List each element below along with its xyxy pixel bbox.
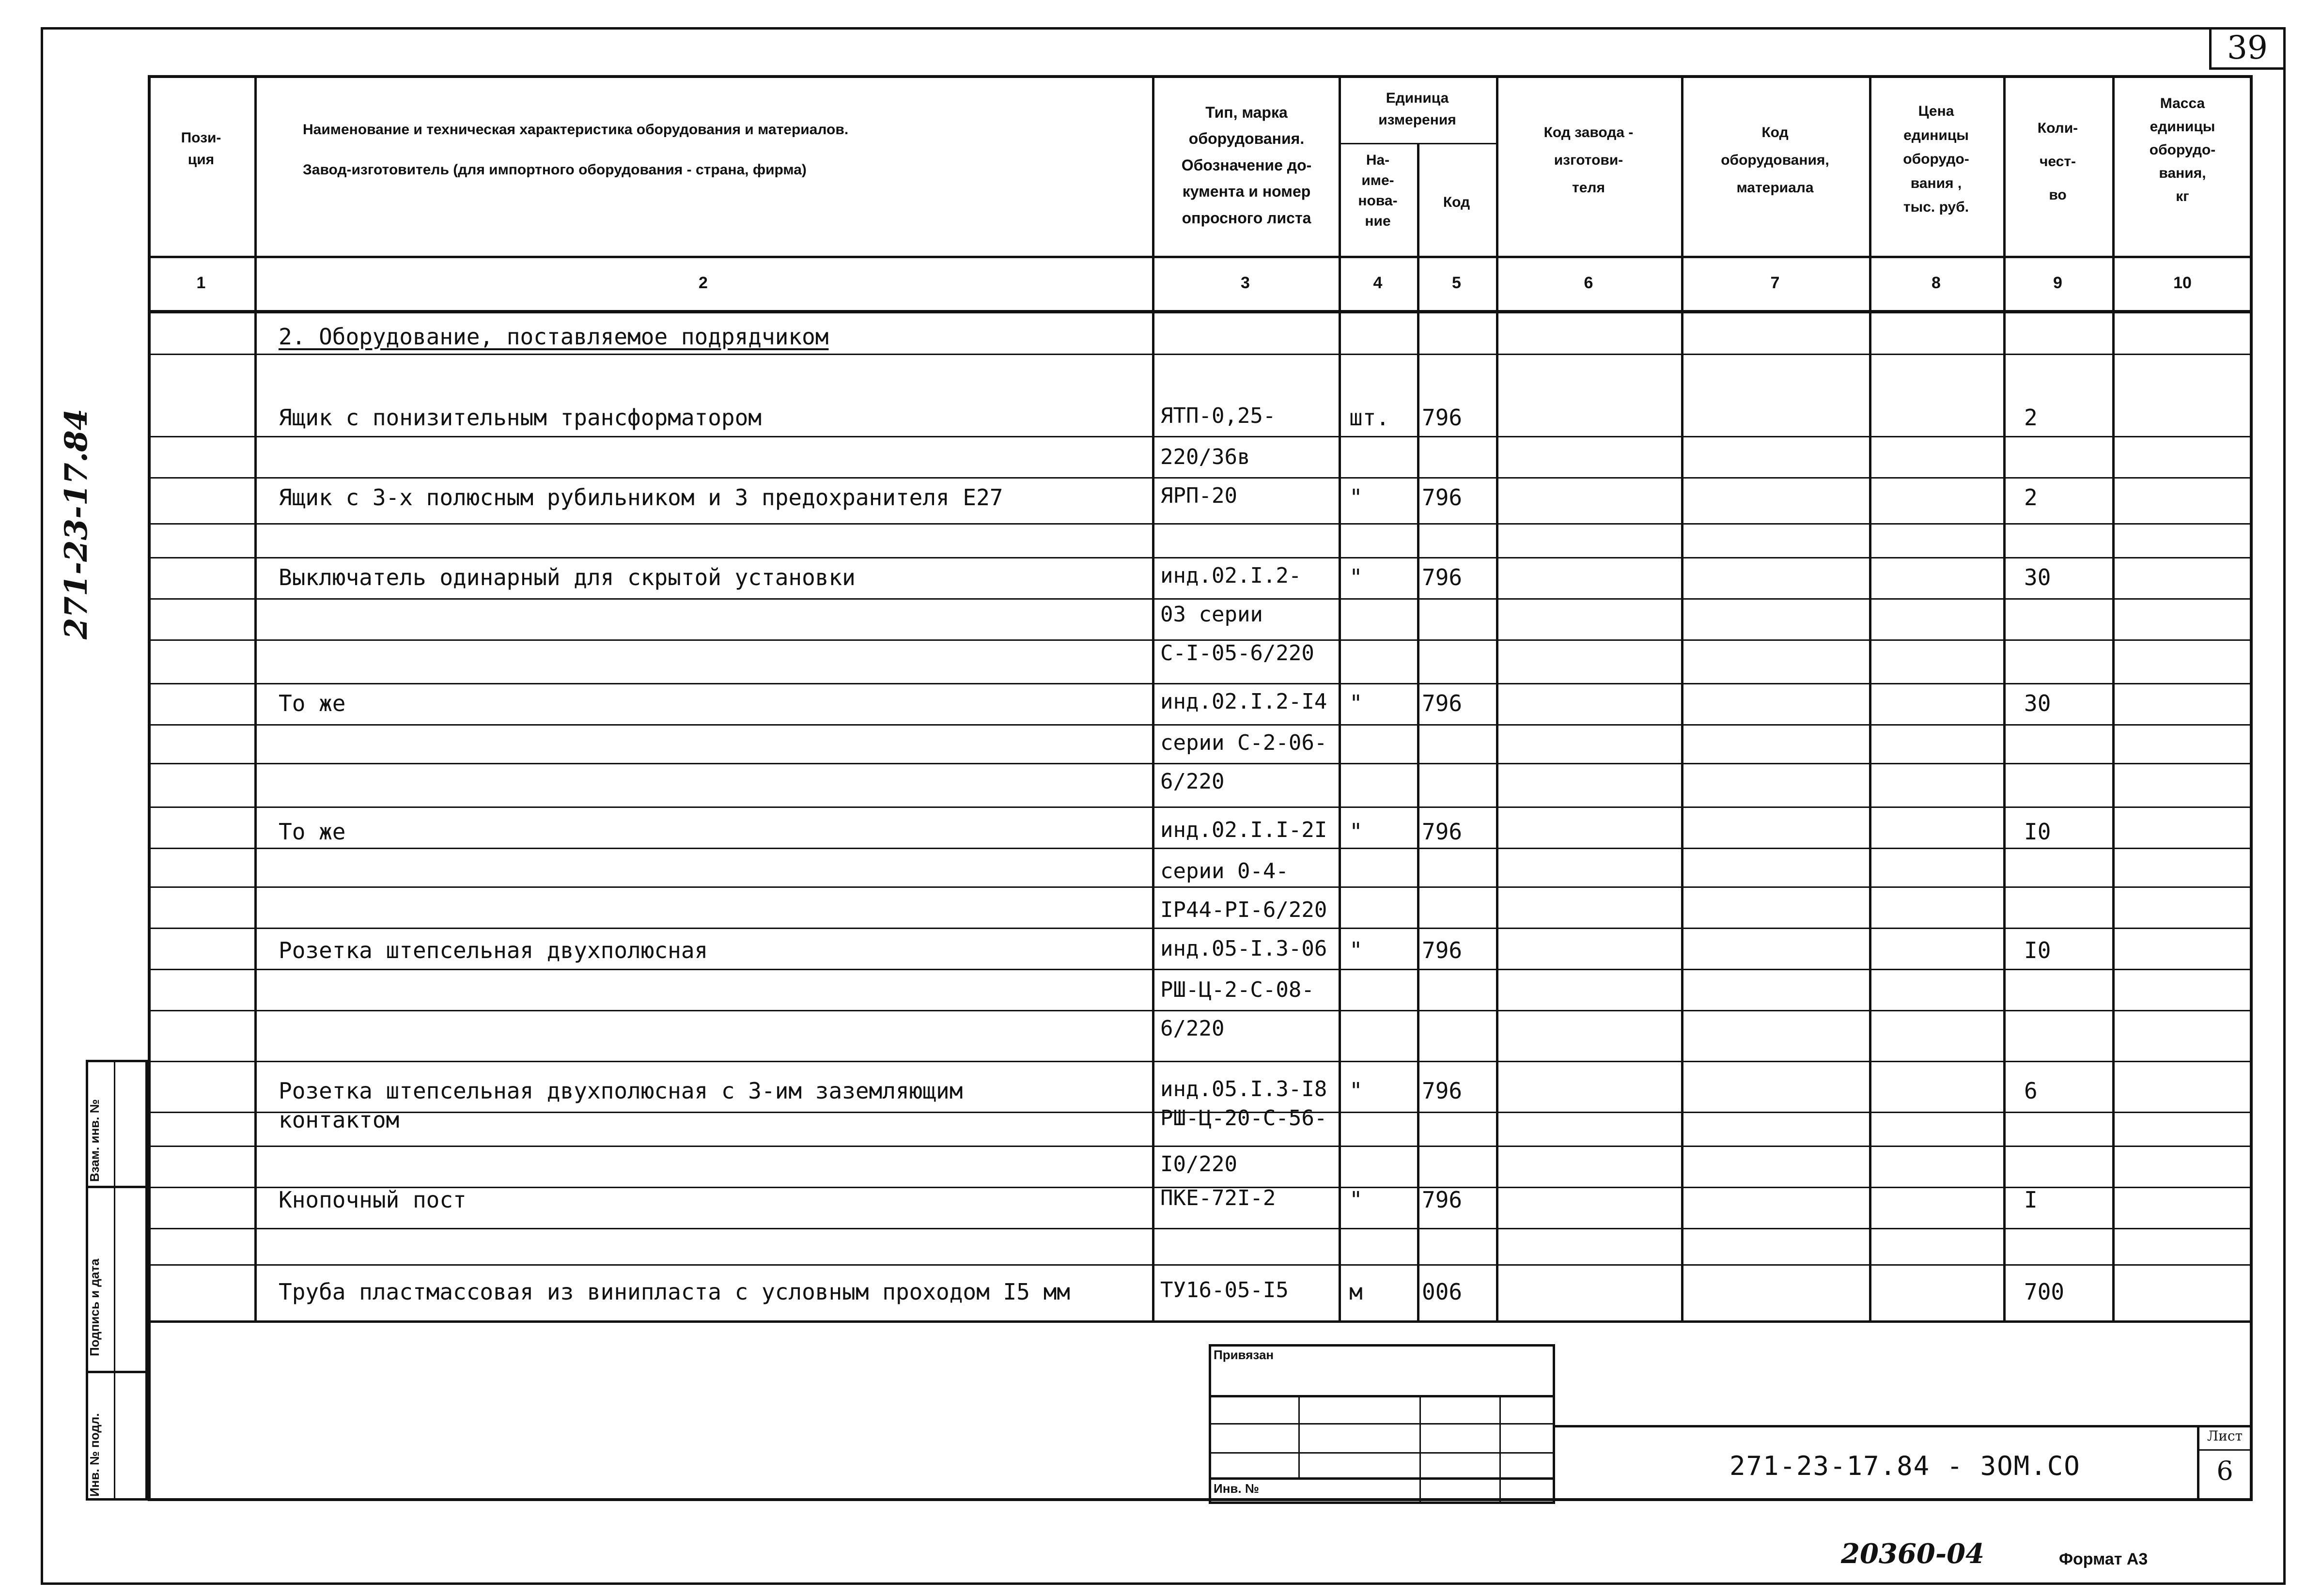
row-separator xyxy=(148,557,2253,558)
row-qty: 2 xyxy=(2024,484,2038,511)
col-sep-9 xyxy=(2112,75,2115,1322)
header-col6 xyxy=(1496,119,1681,201)
left-strip-inv-podl: Инв. № подл. xyxy=(87,1413,102,1497)
header-col4-line: На- xyxy=(1366,152,1390,168)
header-col8-line: оборудо- xyxy=(1903,151,1969,167)
row-separator xyxy=(148,928,2253,929)
side-code: 271-23-17.84 xyxy=(58,408,94,639)
colnum-8: 8 xyxy=(1932,274,1941,292)
row-type: серии 0-4- xyxy=(1160,859,1289,883)
stamp-line-4 xyxy=(1209,1477,1555,1480)
row-qty: 30 xyxy=(2024,564,2051,590)
row-code: 796 xyxy=(1422,404,1463,431)
header-bottom-line xyxy=(148,256,2253,258)
list-box-mid xyxy=(2197,1449,2253,1451)
left-strip-mid xyxy=(114,1060,115,1501)
row-separator xyxy=(148,683,2253,684)
row-unit: " xyxy=(1349,564,1363,590)
row-type: серии С-2-06- xyxy=(1160,730,1327,755)
row-separator xyxy=(148,848,2253,849)
row-name: То же xyxy=(279,819,346,845)
colnum-2: 2 xyxy=(699,274,708,292)
row-type: инд.05-I.3-06 xyxy=(1160,936,1327,961)
row-unit: " xyxy=(1349,484,1363,511)
row-unit: " xyxy=(1349,1078,1363,1104)
colnum-3: 3 xyxy=(1241,274,1250,292)
header-col10-line: кг xyxy=(2176,188,2189,204)
header-col10 xyxy=(2112,92,2253,208)
header-col4-line: име- xyxy=(1361,172,1394,188)
col-sep-1 xyxy=(254,75,257,1322)
header-col8-line: единицы xyxy=(1903,127,1969,143)
header-col9-line: чест- xyxy=(2039,154,2076,170)
row-type: 220/36в xyxy=(1160,445,1250,469)
stamp-vline-2 xyxy=(1419,1395,1421,1504)
row-name: Ящик с 3-х полюсным рубильником и 3 предохранителя Е27 xyxy=(279,484,1003,511)
header-col9-line: Коли- xyxy=(2037,120,2078,136)
colnum-7: 7 xyxy=(1770,274,1780,292)
row-code: 796 xyxy=(1422,690,1463,716)
col-sep-5 xyxy=(1496,75,1498,1322)
row-name: Розетка штепсельная двухполюсная xyxy=(279,937,708,963)
row-type: ПКЕ-72I-2 xyxy=(1160,1186,1276,1210)
row-separator xyxy=(148,477,2253,479)
row-name: Кнопочный пост xyxy=(279,1187,467,1213)
header-unit-group-line: Единица xyxy=(1386,90,1449,106)
row-separator xyxy=(148,436,2253,437)
stamp-line-1 xyxy=(1209,1395,1555,1397)
row-unit: шт. xyxy=(1349,404,1390,431)
row-qty: 700 xyxy=(2024,1279,2065,1305)
row-code: 796 xyxy=(1422,1187,1463,1213)
list-label: Лист xyxy=(2207,1428,2243,1444)
header-col3-line: кумента и номер xyxy=(1182,183,1311,201)
header-unit-group-line: измерения xyxy=(1378,112,1456,128)
row-type: IP44-PI-6/220 xyxy=(1160,898,1327,922)
document-code: 271-23-17.84 - ЗОМ.СО xyxy=(1730,1451,2081,1481)
header-col9 xyxy=(2003,111,2112,212)
format-label: Формат А3 xyxy=(2059,1550,2148,1568)
header-col2-line: Наименование и техническая характеристика оборудования и материалов. xyxy=(303,122,849,138)
row-name: контактом xyxy=(279,1107,400,1133)
row-separator xyxy=(148,1228,2253,1229)
table-body-bottom-line xyxy=(148,1320,2253,1323)
row-code: 796 xyxy=(1422,1078,1463,1104)
row-unit: " xyxy=(1349,1187,1363,1213)
header-col2 xyxy=(303,119,848,181)
row-separator xyxy=(148,1010,2253,1011)
list-number: 6 xyxy=(2216,1456,2233,1486)
stamp-vline-3 xyxy=(1499,1395,1501,1504)
col-sep-6 xyxy=(1681,75,1683,1322)
row-type: I0/220 xyxy=(1160,1152,1237,1177)
row-type: 6/220 xyxy=(1160,769,1225,794)
header-col3-line: Обозначение до- xyxy=(1181,156,1312,174)
header-col4 xyxy=(1339,150,1417,232)
header-col7-line: материала xyxy=(1736,180,1814,196)
header-col3-line: оборудования. xyxy=(1188,130,1305,148)
row-separator xyxy=(148,806,2253,808)
header-col3-line: Тип, марка xyxy=(1205,104,1288,121)
row-separator xyxy=(148,1146,2253,1147)
row-name: Розетка штепсельная двухполюсная с 3-им заземляющим xyxy=(279,1078,963,1104)
row-unit: м xyxy=(1349,1279,1363,1305)
row-type: ТУ16-05-I5 xyxy=(1160,1278,1289,1302)
row-qty: I xyxy=(2024,1187,2038,1213)
handwritten-number: 20360-04 xyxy=(1841,1538,1984,1570)
header-unit-group xyxy=(1339,87,1496,131)
row-type: инд.02.I.2-I4 xyxy=(1160,689,1327,714)
row-separator xyxy=(148,1264,2253,1266)
colnum-5: 5 xyxy=(1452,274,1461,292)
row-type: инд.02.I.I-2I xyxy=(1160,818,1327,842)
row-name: Ящик с понизительным трансформатором xyxy=(279,404,762,431)
row-separator xyxy=(148,523,2253,525)
header-col3 xyxy=(1154,99,1339,231)
header-col9-line: во xyxy=(2049,187,2067,203)
header-col8-line: Цена xyxy=(1918,103,1954,119)
row-qty: I0 xyxy=(2024,937,2051,963)
header-col5 xyxy=(1417,191,1496,213)
header-col7 xyxy=(1681,119,1869,201)
row-name: Труба пластмассовая из винипласта с условным проходом I5 мм xyxy=(279,1279,1070,1305)
row-type: ЯТП-0,25- xyxy=(1160,403,1276,428)
row-separator xyxy=(148,763,2253,764)
row-qty: 30 xyxy=(2024,690,2051,716)
col-sep-7 xyxy=(1869,75,1871,1322)
header-col10-line: Масса xyxy=(2160,95,2205,111)
row-type: инд.02.I.2- xyxy=(1160,563,1302,588)
header-col6-line: теля xyxy=(1572,180,1605,196)
header-col7-line: оборудования, xyxy=(1721,152,1829,168)
header-col8-line: тыс. руб. xyxy=(1903,199,1969,215)
row-qty: 2 xyxy=(2024,404,2038,431)
col-sep-2 xyxy=(1152,75,1154,1322)
header-col4-line: нова- xyxy=(1358,193,1398,209)
row-type: РШ-Ц-2-С-08- xyxy=(1160,977,1314,1002)
row-name: То же xyxy=(279,690,346,716)
row-name: Выключатель одинарный для скрытой установки xyxy=(279,564,856,590)
left-strip-line-2 xyxy=(86,1371,148,1373)
header-col4-line: ние xyxy=(1365,213,1391,229)
row-separator xyxy=(148,969,2253,970)
colnum-6: 6 xyxy=(1584,274,1593,292)
col-sep-8 xyxy=(2003,75,2006,1322)
header-col3-line: опросного листа xyxy=(1182,209,1311,227)
sheet-number: 39 xyxy=(2227,29,2268,66)
colnum-10: 10 xyxy=(2173,274,2192,292)
row-qty: 6 xyxy=(2024,1078,2038,1104)
header-col2-line: Завод-изготовитель (для импортного оборудования - страна, фирма) xyxy=(303,162,807,178)
row-code: 006 xyxy=(1422,1279,1463,1305)
row-separator xyxy=(148,724,2253,726)
stamp-privyazan-label: Привязан xyxy=(1214,1348,1274,1362)
row-code: 796 xyxy=(1422,484,1463,511)
row-type: инд.05.I.3-I8 xyxy=(1160,1077,1327,1101)
stamp-inv-label: Инв. № xyxy=(1214,1481,1259,1496)
section-title: 2. Оборудование, поставляемое подрядчиком xyxy=(279,324,829,350)
colnum-9: 9 xyxy=(2053,274,2062,292)
header-col5-line: Код xyxy=(1443,194,1470,210)
header-col1-line: Пози- xyxy=(181,130,221,146)
header-col7-line: Код xyxy=(1761,124,1789,140)
header-col10-line: оборудо- xyxy=(2149,142,2216,158)
stamp-line-3 xyxy=(1209,1452,1555,1454)
col-sep-3 xyxy=(1339,75,1341,1322)
row-type: 6/220 xyxy=(1160,1016,1225,1041)
row-code: 796 xyxy=(1422,937,1463,963)
column-number-line xyxy=(148,310,2253,313)
row-separator xyxy=(148,598,2253,600)
header-col6-line: изготови- xyxy=(1554,152,1623,168)
header-col10-line: вания, xyxy=(2159,165,2206,181)
row-code: 796 xyxy=(1422,819,1463,845)
row-unit: " xyxy=(1349,819,1363,845)
row-type: 03 серии xyxy=(1160,602,1263,627)
header-col1-line: ция xyxy=(187,152,215,168)
row-type: ЯРП-20 xyxy=(1160,483,1237,508)
colnum-1: 1 xyxy=(196,274,206,292)
header-col10-line: единицы xyxy=(2150,119,2215,135)
row-separator xyxy=(148,886,2253,888)
left-strip-line-1 xyxy=(86,1186,148,1188)
header-col1 xyxy=(148,127,254,170)
row-code: 796 xyxy=(1422,564,1463,590)
left-strip-vzam: Взам. инв. № xyxy=(87,1099,102,1182)
row-unit: " xyxy=(1349,690,1363,716)
row-type: РШ-Ц-20-С-56- xyxy=(1160,1106,1327,1131)
left-strip-podpis: Подпись и дата xyxy=(87,1258,102,1356)
row-unit: " xyxy=(1349,937,1363,963)
row-separator xyxy=(148,354,2253,355)
header-col8-line: вания , xyxy=(1910,175,1962,191)
row-separator xyxy=(148,1061,2253,1062)
row-qty: I0 xyxy=(2024,819,2051,845)
stamp-vline-1 xyxy=(1298,1395,1300,1477)
header-col8 xyxy=(1869,99,2003,219)
stamp-line-2 xyxy=(1209,1423,1555,1425)
header-col6-line: Код завода - xyxy=(1543,124,1634,140)
title-block-top-line xyxy=(1555,1425,2253,1427)
row-type: С-I-05-6/220 xyxy=(1160,641,1314,666)
colnum-4: 4 xyxy=(1373,274,1383,292)
